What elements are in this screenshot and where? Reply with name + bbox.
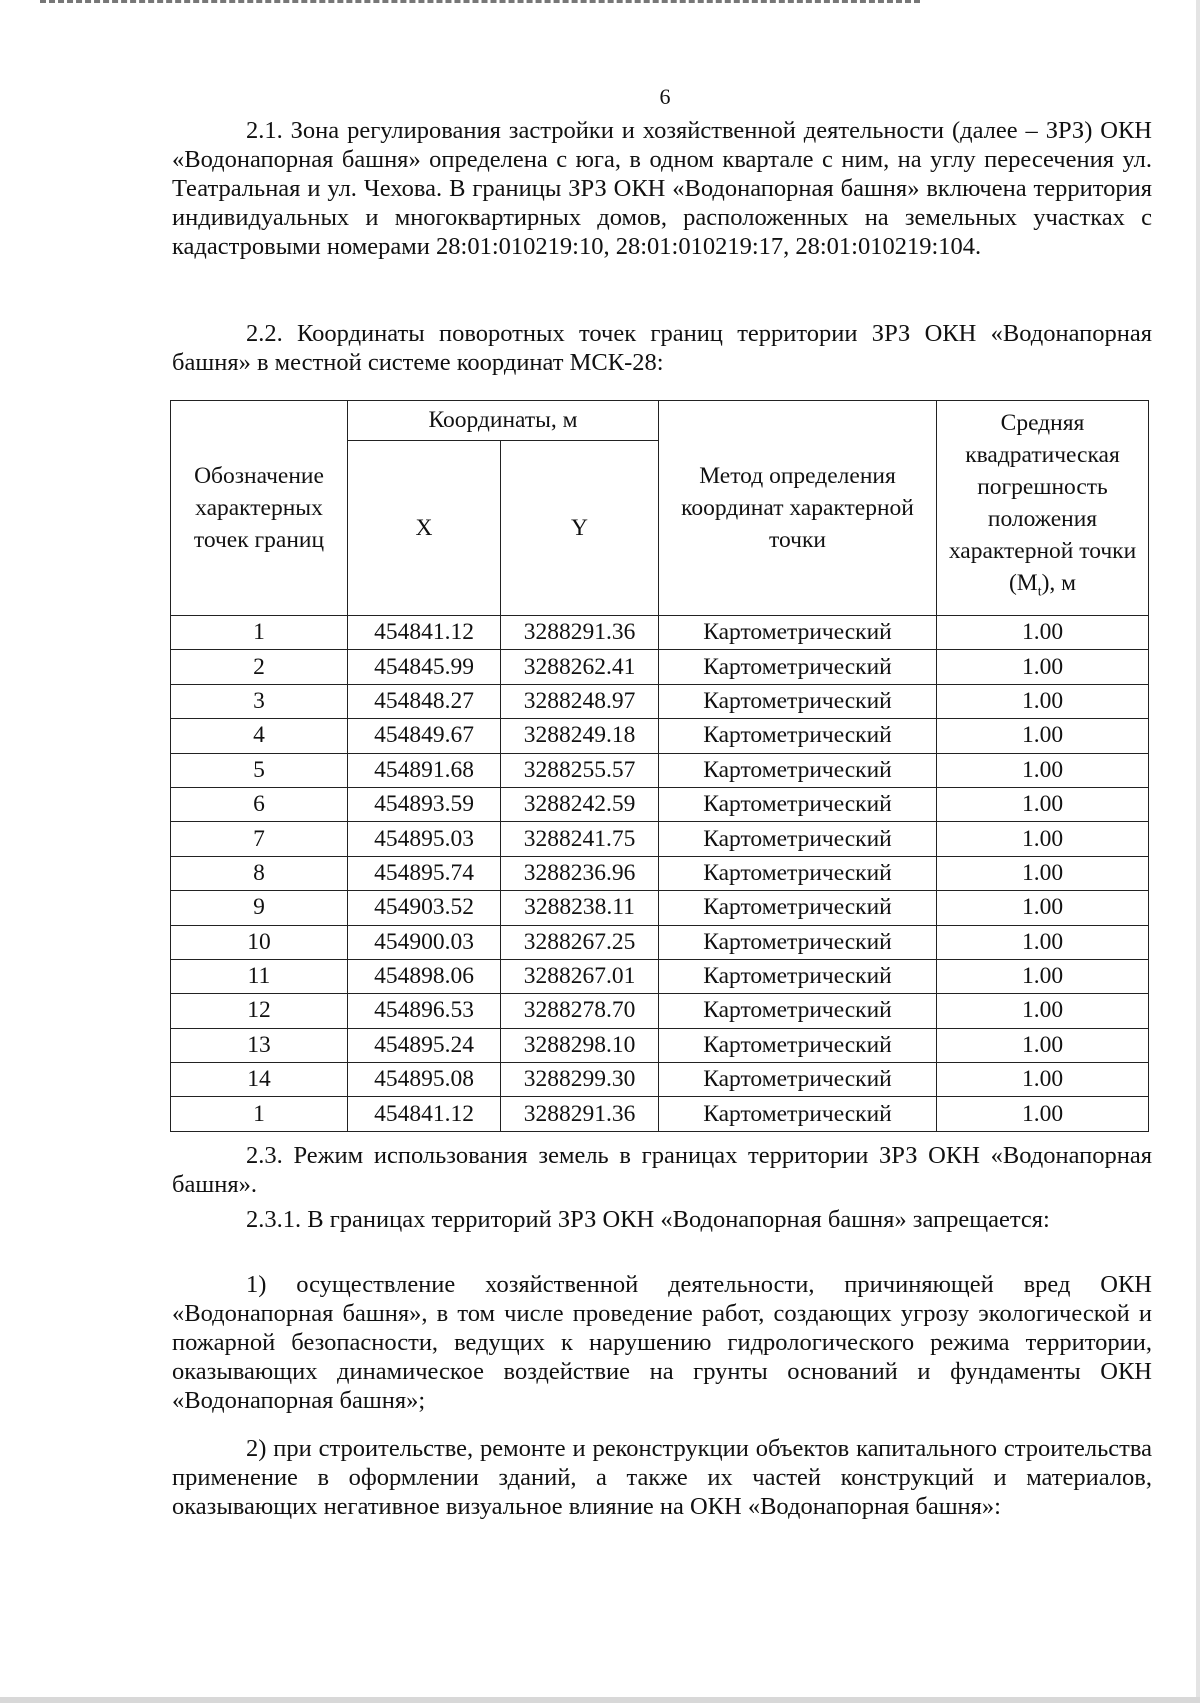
section-2-2: 2.2. Координаты поворотных точек границ территории ЗРЗ ОКН «Водонапорная башня» в местной системе координат МСК-28: [172, 320, 1152, 376]
cell-method: Картометрический [659, 822, 937, 856]
cell-x: 454893.59 [348, 787, 501, 821]
table-row [171, 1063, 1149, 1097]
header-error-end: ), м [1041, 570, 1077, 597]
cell-x: 454848.27 [348, 684, 501, 718]
scan-artifact-right [1196, 0, 1200, 1703]
cell-method: Картометрический [659, 719, 937, 753]
cell-x: 454895.03 [348, 822, 501, 856]
cell-error: 1.00 [937, 856, 1149, 890]
table-row [171, 1097, 1149, 1131]
cell-y: 3288298.10 [501, 1028, 659, 1062]
header-point: Обозначение характерных точек границ [171, 401, 348, 616]
cell-error: 1.00 [937, 994, 1149, 1028]
coordinates-table [170, 400, 1149, 1132]
cell-x: 454895.74 [348, 856, 501, 890]
section-2-1: 2.1. Зона регулирования застройки и хозяйственной деятельности (далее – ЗРЗ) ОКН «Водонапорная башня» определена с юга, в одном квартале с ним, на углу пересечения ул. Театральная и ул. Чехова. В границы ЗРЗ ОКН «Водонапорная башня» включена территория индивидуальных и многоквартирных домов, расположенных на земельных участках с кадастровыми номерами 28:01:010219:10, 28:01:010219:17, 28:01:010219:104. [172, 117, 1152, 260]
cell-error: 1.00 [937, 1063, 1149, 1097]
table-row [171, 787, 1149, 821]
cell-point: 3 [171, 684, 348, 718]
cell-error: 1.00 [937, 1097, 1149, 1131]
cell-point: 5 [171, 753, 348, 787]
table-row [171, 650, 1149, 684]
cell-y: 3288238.11 [501, 891, 659, 925]
header-x: X [348, 441, 501, 616]
cell-error: 1.00 [937, 787, 1149, 821]
cell-error: 1.00 [937, 616, 1149, 650]
cell-method: Картометрический [659, 753, 937, 787]
cell-point: 9 [171, 891, 348, 925]
cell-x: 454898.06 [348, 959, 501, 993]
scan-artifact-top [40, 0, 920, 9]
cell-x: 454845.99 [348, 650, 501, 684]
cell-y: 3288242.59 [501, 787, 659, 821]
cell-point: 14 [171, 1063, 348, 1097]
cell-error: 1.00 [937, 650, 1149, 684]
header-method: Метод определения координат характерной точки [659, 401, 937, 616]
cell-point: 12 [171, 994, 348, 1028]
cell-y: 3288299.30 [501, 1063, 659, 1097]
cell-y: 3288267.25 [501, 925, 659, 959]
section-2-3: 2.3. Режим использования земель в границах территории ЗРЗ ОКН «Водонапорная башня». [172, 1142, 1152, 1198]
cell-x: 454891.68 [348, 753, 501, 787]
cell-y: 3288249.18 [501, 719, 659, 753]
table-row [171, 925, 1149, 959]
cell-method: Картометрический [659, 891, 937, 925]
list-item-2: 2) при строительстве, ремонте и реконструкции объектов капитального строительства применение в оформлении зданий, а также их частей конструкций и материалов, оказывающих негативное визуальное влияние на ОКН «Водонапорная башня»: [172, 1435, 1152, 1520]
list-item-1: 1) осуществление хозяйственной деятельности, причиняющей вред ОКН «Водонапорная башня», в том числе проведение работ, создающих угрозу экологической и пожарной безопасности, ведущих к нарушению гидрологического режима территории, оказывающих динамическое воздействие на грунты оснований и фундаменты ОКН «Водонапорная башня»; [172, 1271, 1152, 1414]
scan-artifact-bottom [0, 1697, 1200, 1703]
cell-point: 13 [171, 1028, 348, 1062]
cell-x: 454841.12 [348, 1097, 501, 1131]
cell-y: 3288291.36 [501, 1097, 659, 1131]
cell-method: Картометрический [659, 1063, 937, 1097]
header-error-sub: t [1037, 584, 1042, 600]
header-y: Y [501, 441, 659, 616]
cell-method: Картометрический [659, 1028, 937, 1062]
cell-y: 3288291.36 [501, 616, 659, 650]
cell-y: 3288248.97 [501, 684, 659, 718]
cell-method: Картометрический [659, 616, 937, 650]
cell-point: 1 [171, 616, 348, 650]
cell-error: 1.00 [937, 822, 1149, 856]
cell-error: 1.00 [937, 719, 1149, 753]
cell-method: Картометрический [659, 856, 937, 890]
table-row [171, 684, 1149, 718]
table-row [171, 719, 1149, 753]
cell-point: 4 [171, 719, 348, 753]
cell-x: 454895.24 [348, 1028, 501, 1062]
cell-method: Картометрический [659, 787, 937, 821]
table-row [171, 959, 1149, 993]
table-row [171, 856, 1149, 890]
cell-point: 1 [171, 1097, 348, 1131]
cell-point: 11 [171, 959, 348, 993]
cell-x: 454900.03 [348, 925, 501, 959]
header-coordinates: Координаты, м [348, 401, 659, 441]
table-row [171, 1028, 1149, 1062]
cell-method: Картометрический [659, 994, 937, 1028]
table-row [171, 753, 1149, 787]
page-number: 6 [659, 84, 671, 109]
cell-point: 7 [171, 822, 348, 856]
cell-x: 454903.52 [348, 891, 501, 925]
header-error [937, 401, 1149, 616]
cell-point: 10 [171, 925, 348, 959]
cell-method: Картометрический [659, 925, 937, 959]
cell-y: 3288278.70 [501, 994, 659, 1028]
cell-x: 454841.12 [348, 616, 501, 650]
section-2-3-1: 2.3.1. В границах территорий ЗРЗ ОКН «Водонапорная башня» запрещается: [246, 1206, 1050, 1233]
table-row [171, 822, 1149, 856]
cell-x: 454849.67 [348, 719, 501, 753]
cell-point: 2 [171, 650, 348, 684]
cell-error: 1.00 [937, 925, 1149, 959]
cell-x: 454896.53 [348, 994, 501, 1028]
table-row [171, 994, 1149, 1028]
cell-point: 8 [171, 856, 348, 890]
cell-y: 3288241.75 [501, 822, 659, 856]
cell-error: 1.00 [937, 753, 1149, 787]
cell-x: 454895.08 [348, 1063, 501, 1097]
cell-y: 3288255.57 [501, 753, 659, 787]
table-row [171, 616, 1149, 650]
cell-method: Картометрический [659, 1097, 937, 1131]
cell-error: 1.00 [937, 959, 1149, 993]
table-row [171, 891, 1149, 925]
cell-y: 3288262.41 [501, 650, 659, 684]
cell-method: Картометрический [659, 650, 937, 684]
cell-point: 6 [171, 787, 348, 821]
header-error-main: Средняя квадратическая погрешность положения характерной точки (M [948, 410, 1137, 597]
cell-error: 1.00 [937, 1028, 1149, 1062]
cell-method: Картометрический [659, 684, 937, 718]
cell-y: 3288267.01 [501, 959, 659, 993]
cell-error: 1.00 [937, 891, 1149, 925]
cell-method: Картометрический [659, 959, 937, 993]
cell-y: 3288236.96 [501, 856, 659, 890]
cell-error: 1.00 [937, 684, 1149, 718]
